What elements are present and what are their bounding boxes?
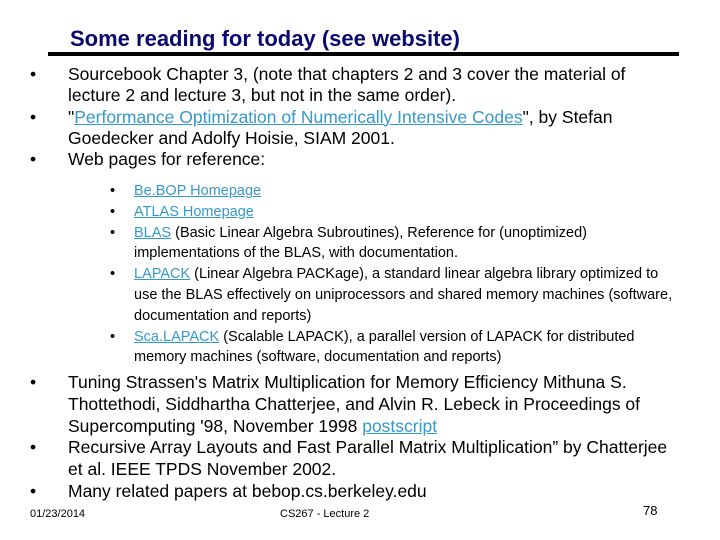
bullet-text: " xyxy=(68,106,75,127)
bullet-list-top xyxy=(30,64,670,170)
footer-course: CS267 - Lecture 2 xyxy=(280,508,370,520)
sub-bullet-text: (Scalable LAPACK), a parallel version of LAPACK for distributed memory machines (software, documentation and reports) xyxy=(134,328,635,366)
list-item xyxy=(30,437,670,481)
bullet-icon: • xyxy=(110,328,116,345)
page-number: 78 xyxy=(643,503,658,518)
list-item xyxy=(110,181,685,202)
bullet-text: Sourcebook Chapter 3, (note that chapters 2 and 3 cover the material of lecture 2 and lecture 3, but not in the same order). xyxy=(68,64,626,106)
sub-bullet-text: (Linear Algebra PACKage), a standard linear algebra library optimized to use the BLAS effectively on uniprocessors and shared memory machines (software, documentation and reports) xyxy=(134,266,673,324)
list-item xyxy=(110,327,685,369)
book-link[interactable]: Performance Optimization of Numerically Intensive Codes xyxy=(74,106,523,127)
postscript-link[interactable]: postscript xyxy=(362,415,438,436)
bebop-homepage-link[interactable]: Be.BOP Homepage xyxy=(134,183,262,199)
scalapack-link[interactable]: Sca.LAPACK xyxy=(134,328,220,345)
slide-title: Some reading for today (see website) xyxy=(70,26,460,51)
bullet-list-bottom xyxy=(30,372,670,503)
bullet-icon: • xyxy=(30,64,37,84)
bullet-icon: • xyxy=(110,203,116,220)
bullet-text: ", by Stefan Goedecker and Adolfy Hoisie, SIAM 2001. xyxy=(68,106,613,148)
bullet-icon: • xyxy=(30,106,37,127)
bullet-icon: • xyxy=(30,437,37,458)
list-item xyxy=(110,223,685,265)
title-underline xyxy=(48,52,679,56)
bullet-text: Tuning Strassen's Matrix Multiplication for Memory Efficiency Mithuna S. Thottethodi, Siddhartha Chatterjee, and Alvin R. Lebeck in Proceedings of Supercomputing '98, November 1998 xyxy=(68,372,641,436)
bullet-text: Many related papers at bebop.cs.berkeley.edu xyxy=(68,480,427,501)
bullet-text: Web pages for reference: xyxy=(68,149,266,170)
list-item xyxy=(110,202,685,223)
list-item xyxy=(30,149,670,170)
blas-link[interactable]: BLAS xyxy=(134,224,172,241)
list-item xyxy=(30,372,670,437)
list-item xyxy=(30,107,670,150)
bullet-text: Recursive Array Layouts and Fast Parallel Matrix Multiplication” by Chatterjee et al. IEEE TPDS November 2002. xyxy=(68,437,668,480)
atlas-homepage-link[interactable]: ATLAS Homepage xyxy=(134,203,254,220)
bullet-icon: • xyxy=(110,266,116,283)
bullet-icon: • xyxy=(30,149,37,170)
lapack-link[interactable]: LAPACK xyxy=(134,266,191,283)
sub-bullet-text: (Basic Linear Algebra Subroutines), Reference for (unoptimized) implementations of the BLAS, with documentation. xyxy=(134,224,587,262)
bullet-icon: • xyxy=(30,372,37,392)
bullet-icon: • xyxy=(110,183,116,199)
list-item xyxy=(110,264,685,326)
bullet-icon: • xyxy=(30,480,37,501)
list-item xyxy=(30,64,670,107)
bullet-icon: • xyxy=(110,224,116,241)
footer-date: 01/23/2014 xyxy=(30,508,86,520)
list-item xyxy=(30,481,670,503)
sub-bullet-list xyxy=(110,181,685,368)
